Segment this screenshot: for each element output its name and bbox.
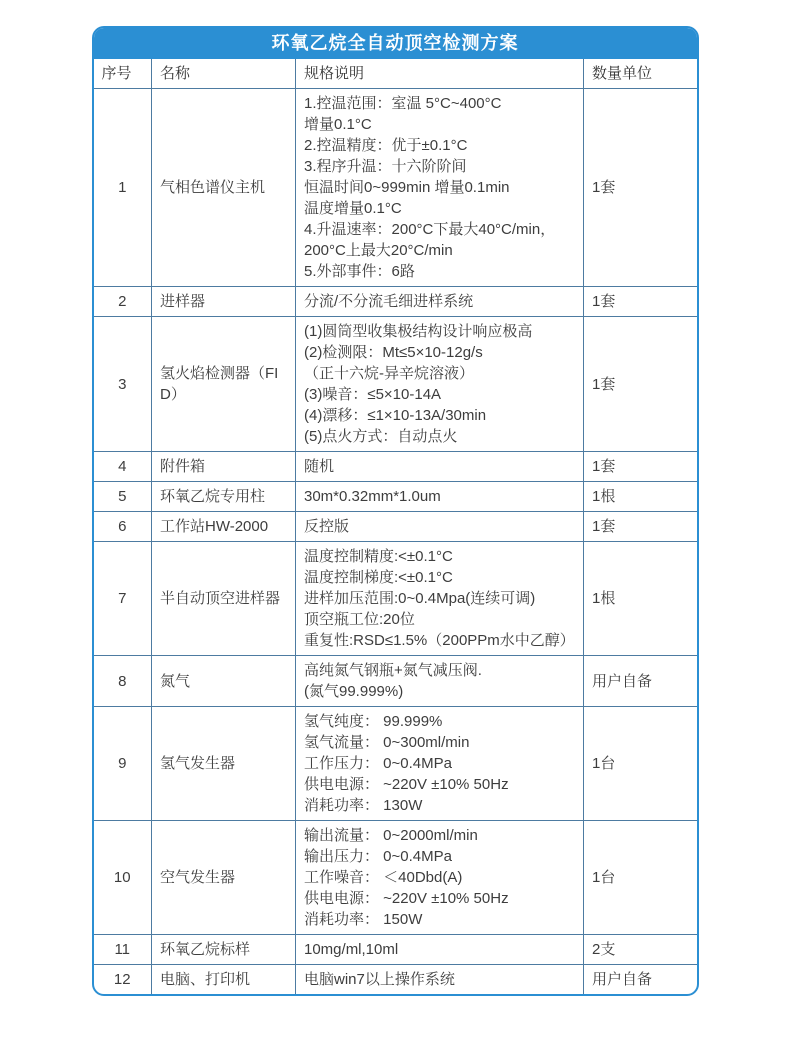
row-number: 2	[94, 287, 152, 317]
spec-line: 10mg/ml,10ml	[304, 941, 399, 958]
spec-line: (3)噪音：≤5×10-14A	[304, 386, 442, 403]
table-row	[94, 965, 697, 995]
spec-line: 30m*0.32mm*1.0um	[304, 488, 441, 505]
spec-line: 输出流量： 0~2000ml/min	[304, 827, 478, 844]
item-quantity: 用户自备	[584, 656, 697, 707]
table-row	[94, 452, 697, 482]
spec-table-body	[94, 89, 697, 995]
spec-line: 输出压力： 0~0.4MPa	[304, 848, 452, 865]
item-spec	[296, 317, 584, 452]
header-spec: 规格说明	[296, 59, 584, 89]
spec-line: 温度控制梯度:<±0.1°C	[304, 569, 453, 586]
item-spec	[296, 512, 584, 542]
spec-line: 氢气纯度： 99.999%	[304, 713, 443, 730]
item-spec	[296, 287, 584, 317]
spec-line: (5)点火方式：自动点火	[304, 428, 458, 445]
item-spec	[296, 656, 584, 707]
spec-line: 工作噪音： ＜40Dbd(A)	[304, 869, 463, 886]
row-number: 8	[94, 656, 152, 707]
spec-line: 反控版	[304, 518, 350, 535]
header-row	[94, 59, 697, 89]
item-spec	[296, 965, 584, 995]
item-name: 环氧乙烷标样	[152, 935, 296, 965]
spec-line: (4)漂移：≤1×10-13A/30min	[304, 407, 487, 424]
item-quantity: 1根	[584, 482, 697, 512]
spec-line: 5.外部事件：6路	[304, 263, 415, 280]
spec-table	[94, 59, 697, 994]
item-quantity: 1台	[584, 821, 697, 935]
spec-line: （正十六烷-异辛烷溶液）	[304, 365, 474, 382]
spec-line: 重复性:RSD≤1.5%（200PPm水中乙醇）	[304, 632, 575, 649]
item-spec	[296, 452, 584, 482]
row-number: 12	[94, 965, 152, 995]
spec-line: 增量0.1°C	[304, 116, 372, 133]
spec-line: 高纯氮气钢瓶+氮气减压阀.	[304, 662, 482, 679]
item-name: 附件箱	[152, 452, 296, 482]
item-name: 进样器	[152, 287, 296, 317]
row-number: 10	[94, 821, 152, 935]
spec-line: 随机	[304, 458, 335, 475]
header-qty: 数量单位	[584, 59, 697, 89]
item-name: 电脑、打印机	[152, 965, 296, 995]
spec-line: 200°C上最大20°C/min	[304, 242, 453, 259]
item-spec	[296, 482, 584, 512]
table-row	[94, 287, 697, 317]
item-quantity: 1套	[584, 287, 697, 317]
item-spec	[296, 707, 584, 821]
table-row	[94, 656, 697, 707]
spec-line: 分流/不分流毛细进样系统	[304, 293, 474, 310]
row-number: 5	[94, 482, 152, 512]
row-number: 11	[94, 935, 152, 965]
item-quantity: 1套	[584, 452, 697, 482]
spec-line: 电脑win7以上操作系统	[304, 971, 455, 988]
item-spec	[296, 89, 584, 287]
spec-line: 氢气流量： 0~300ml/min	[304, 734, 470, 751]
table-header	[94, 59, 697, 89]
item-name: 氮气	[152, 656, 296, 707]
item-quantity: 用户自备	[584, 965, 697, 995]
item-quantity: 2支	[584, 935, 697, 965]
spec-line: 3.程序升温：十六阶阶间	[304, 158, 467, 175]
row-number: 3	[94, 317, 152, 452]
spec-line: 1.控温范围：室温 5°C~400°C	[304, 95, 502, 112]
item-name: 空气发生器	[152, 821, 296, 935]
table-row	[94, 512, 697, 542]
row-number: 4	[94, 452, 152, 482]
sheet-title: 环氧乙烷全自动顶空检测方案	[94, 28, 697, 59]
item-name: 气相色谱仪主机	[152, 89, 296, 287]
item-name: 氢火焰检测器（FID）	[152, 317, 296, 452]
spec-line: 恒温时间0~999min 增量0.1min	[304, 179, 510, 196]
item-spec	[296, 935, 584, 965]
item-quantity: 1套	[584, 89, 697, 287]
header-name: 名称	[152, 59, 296, 89]
item-quantity: 1套	[584, 317, 697, 452]
item-quantity: 1套	[584, 512, 697, 542]
row-number: 7	[94, 542, 152, 656]
header-no: 序号	[94, 59, 152, 89]
table-row	[94, 707, 697, 821]
spec-line: 顶空瓶工位:20位	[304, 611, 415, 628]
table-row	[94, 935, 697, 965]
spec-line: (1)圆筒型收集极结构设计响应极高	[304, 323, 533, 340]
table-row	[94, 89, 697, 287]
row-number: 9	[94, 707, 152, 821]
table-row	[94, 317, 697, 452]
table-row	[94, 542, 697, 656]
item-name: 环氧乙烷专用柱	[152, 482, 296, 512]
item-spec	[296, 542, 584, 656]
spec-line: 消耗功率： 150W	[304, 911, 423, 928]
table-row	[94, 482, 697, 512]
spec-line: 供电电源： ~220V ±10% 50Hz	[304, 890, 509, 907]
spec-line: (2)检测限：Mt≤5×10-12g/s	[304, 344, 483, 361]
row-number: 1	[94, 89, 152, 287]
spec-line: 2.控温精度：优于±0.1°C	[304, 137, 468, 154]
item-name: 工作站HW-2000	[152, 512, 296, 542]
spec-line: 供电电源： ~220V ±10% 50Hz	[304, 776, 509, 793]
spec-line: 4.升温速率：200°C下最大40°C/min，	[304, 221, 556, 238]
item-name: 半自动顶空进样器	[152, 542, 296, 656]
spec-line: 温度增量0.1°C	[304, 200, 402, 217]
spec-line: 进样加压范围:0~0.4Mpa(连续可调)	[304, 590, 536, 607]
spec-line: (氮气99.999%)	[304, 683, 404, 700]
spec-line: 消耗功率： 130W	[304, 797, 423, 814]
item-name: 氢气发生器	[152, 707, 296, 821]
item-quantity: 1台	[584, 707, 697, 821]
spec-line: 温度控制精度:<±0.1°C	[304, 548, 453, 565]
item-quantity: 1根	[584, 542, 697, 656]
row-number: 6	[94, 512, 152, 542]
spec-sheet-card	[92, 26, 699, 996]
spec-line: 工作压力： 0~0.4MPa	[304, 755, 452, 772]
item-spec	[296, 821, 584, 935]
table-row	[94, 821, 697, 935]
